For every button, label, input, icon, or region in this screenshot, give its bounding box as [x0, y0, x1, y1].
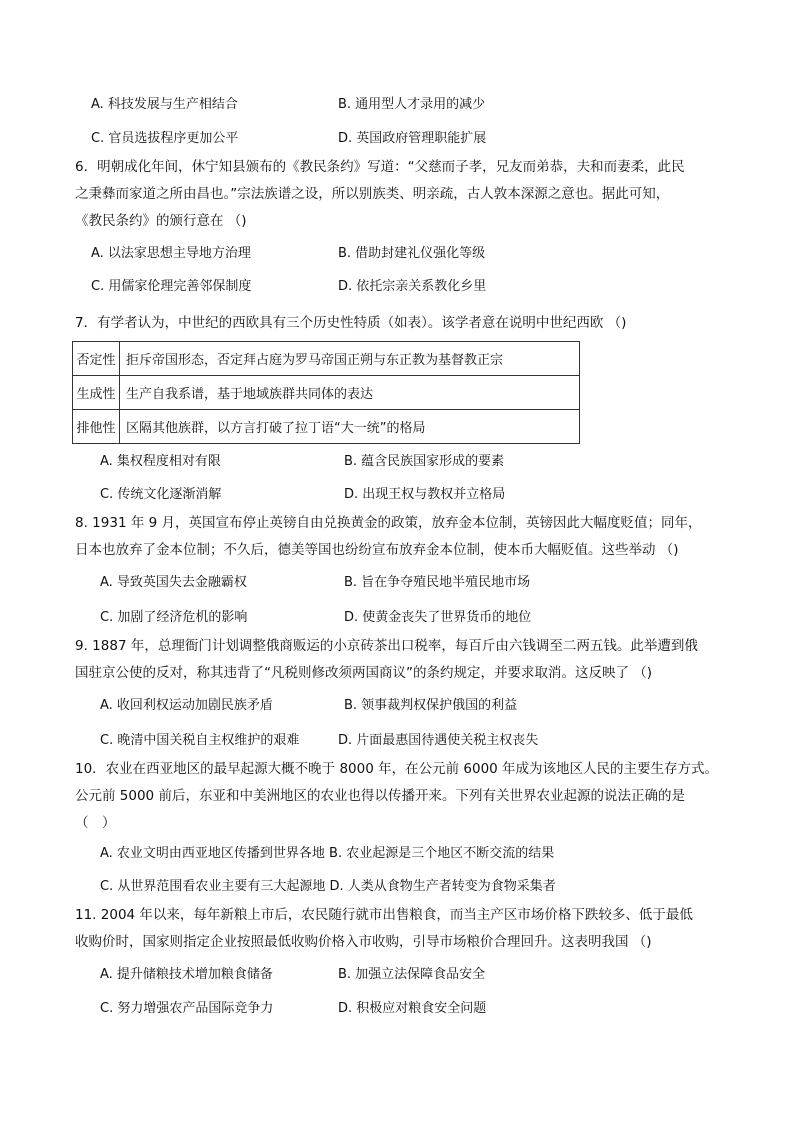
table-value: 区隔其他族群，以方言打破了拉丁语“大一统”的格局	[120, 410, 580, 444]
q5-option-a: A. 科技发展与生产相结合	[91, 97, 238, 112]
q6-option-c: C. 用儒家伦理完善邻保制度	[91, 279, 252, 294]
q11-option-c: C. 努力增强农产品国际竞争力	[100, 1001, 274, 1016]
table-key: 生成性	[73, 376, 120, 410]
q7-option-a: A. 集权程度相对有限	[100, 454, 221, 469]
q7-option-c: C. 传统文化逐渐消解	[100, 487, 222, 502]
q6-stem-line-2: 之秉彝而家道之所由昌也。”宗法族谱之设，所以别族类、明亲疏，古人敦本深源之意也。据此可知，	[75, 186, 670, 202]
q8-stem-line-1: 8. 1931 年 9 月，英国宣布停止英镑自由兑换黄金的政策，放弃金本位制，英镑因此大幅度贬值；同年，	[75, 515, 702, 531]
q6-option-a: A. 以法家思想主导地方治理	[91, 246, 251, 261]
q6-stem-line-1: 6．明朝成化年间，休宁知县颁布的《教民条约》写道：“父慈而子孝，兄友而弟恭，夫和而妻柔，此民	[75, 159, 685, 175]
q9-option-b: B. 领事裁判权保护俄国的利益	[344, 698, 518, 713]
q8-option-c: C. 加剧了经济危机的影响	[100, 610, 248, 625]
q9-stem-line-2: 国驻京公使的反对，称其违背了“凡税则修改须两国商议”的条约规定，并要求取消。这反映了 （)	[75, 665, 653, 681]
table-value: 生产自我系谱，基于地域族群共同体的表达	[120, 376, 580, 410]
q6-option-b: B. 借助封建礼仪强化等级	[338, 246, 486, 261]
q7-option-d: D. 出现王权与教权并立格局	[344, 487, 506, 502]
q9-option-a: A. 收回利权运动加剧民族矛盾	[100, 698, 273, 713]
q11-stem-line-2: 收购价时，国家则指定企业按照最低收购价格入市收购，引导市场粮价合理回升。这表明我国 （)	[75, 934, 652, 950]
q9-option-d: D. 片面最惠国待遇使关税主权丧失	[338, 733, 539, 748]
q11-option-b: B. 加强立法保障食品安全	[338, 967, 486, 982]
q7-option-b: B. 蕴含民族国家形成的要素	[344, 454, 505, 469]
q7-stem: 7．有学者认为，中世纪的西欧具有三个历史性特质（如表）。该学者意在说明中世纪西欧 （)	[75, 315, 627, 331]
q8-option-a: A. 导致英国失去金融霸权	[100, 575, 247, 590]
table-key: 排他性	[73, 410, 120, 444]
q8-stem-line-2: 日本也放弃了金本位制；不久后，德美等国也纷纷宣布放弃金本位制，使本币大幅贬值。这些举动 （)	[75, 542, 679, 558]
q10-stem-line-2: 公元前 5000 前后，东亚和中美洲地区的农业也得以传播开来。下列有关世界农业起源的说法正确的是	[75, 788, 685, 804]
q10-option-ab: A. 农业文明由西亚地区传播到世界各地 B. 农业起源是三个地区不断交流的结果	[100, 846, 555, 861]
q11-option-d: D. 积极应对粮食安全问题	[338, 1001, 487, 1016]
table-value: 拒斥帝国形态，否定拜占庭为罗马帝国正朔与东正教为基督教正宗	[120, 342, 580, 376]
q6-option-d: D. 依托宗亲关系教化乡里	[338, 279, 487, 294]
q5-option-c: C. 官员选拔程序更加公平	[91, 131, 239, 146]
q5-option-d: D. 英国政府管理职能扩展	[338, 131, 487, 146]
table-key: 否定性	[73, 342, 120, 376]
q11-stem-line-1: 11. 2004 年以来，每年新粮上市后，农民随行就市出售粮食，而当主产区市场价格下跌较多、低于最低	[75, 907, 693, 923]
table-row	[73, 342, 580, 376]
q10-stem-line-3: （ ）	[75, 815, 116, 831]
q9-option-c: C. 晚清中国关税自主权维护的艰难	[100, 733, 300, 748]
q8-option-d: D. 使黄金丧失了世界货币的地位	[344, 610, 532, 625]
q5-option-b: B. 通用型人才录用的减少	[338, 97, 486, 112]
q9-stem-line-1: 9. 1887 年，总理衙门计划调整俄商贩运的小京砖茶出口税率，每百斤由六钱调至二两五钱。此举遭到俄	[75, 638, 698, 654]
q11-option-a: A. 提升储粮技术增加粮食储备	[100, 967, 273, 982]
q7-table	[72, 341, 580, 444]
q10-stem-line-1: 10．农业在西亚地区的最早起源大概不晚于 8000 年，在公元前 6000 年成为该地区人民的主要生存方式。	[75, 761, 719, 777]
q10-option-cd: C. 从世界范围看农业主要有三大起源地 D. 人类从食物生产者转变为食物采集者	[100, 879, 556, 894]
table-row	[73, 376, 580, 410]
q6-stem-line-3: 《教民条约》的颁行意在 （)	[75, 213, 247, 229]
q8-option-b: B. 旨在争夺殖民地半殖民地市场	[344, 575, 531, 590]
table-row	[73, 410, 580, 444]
